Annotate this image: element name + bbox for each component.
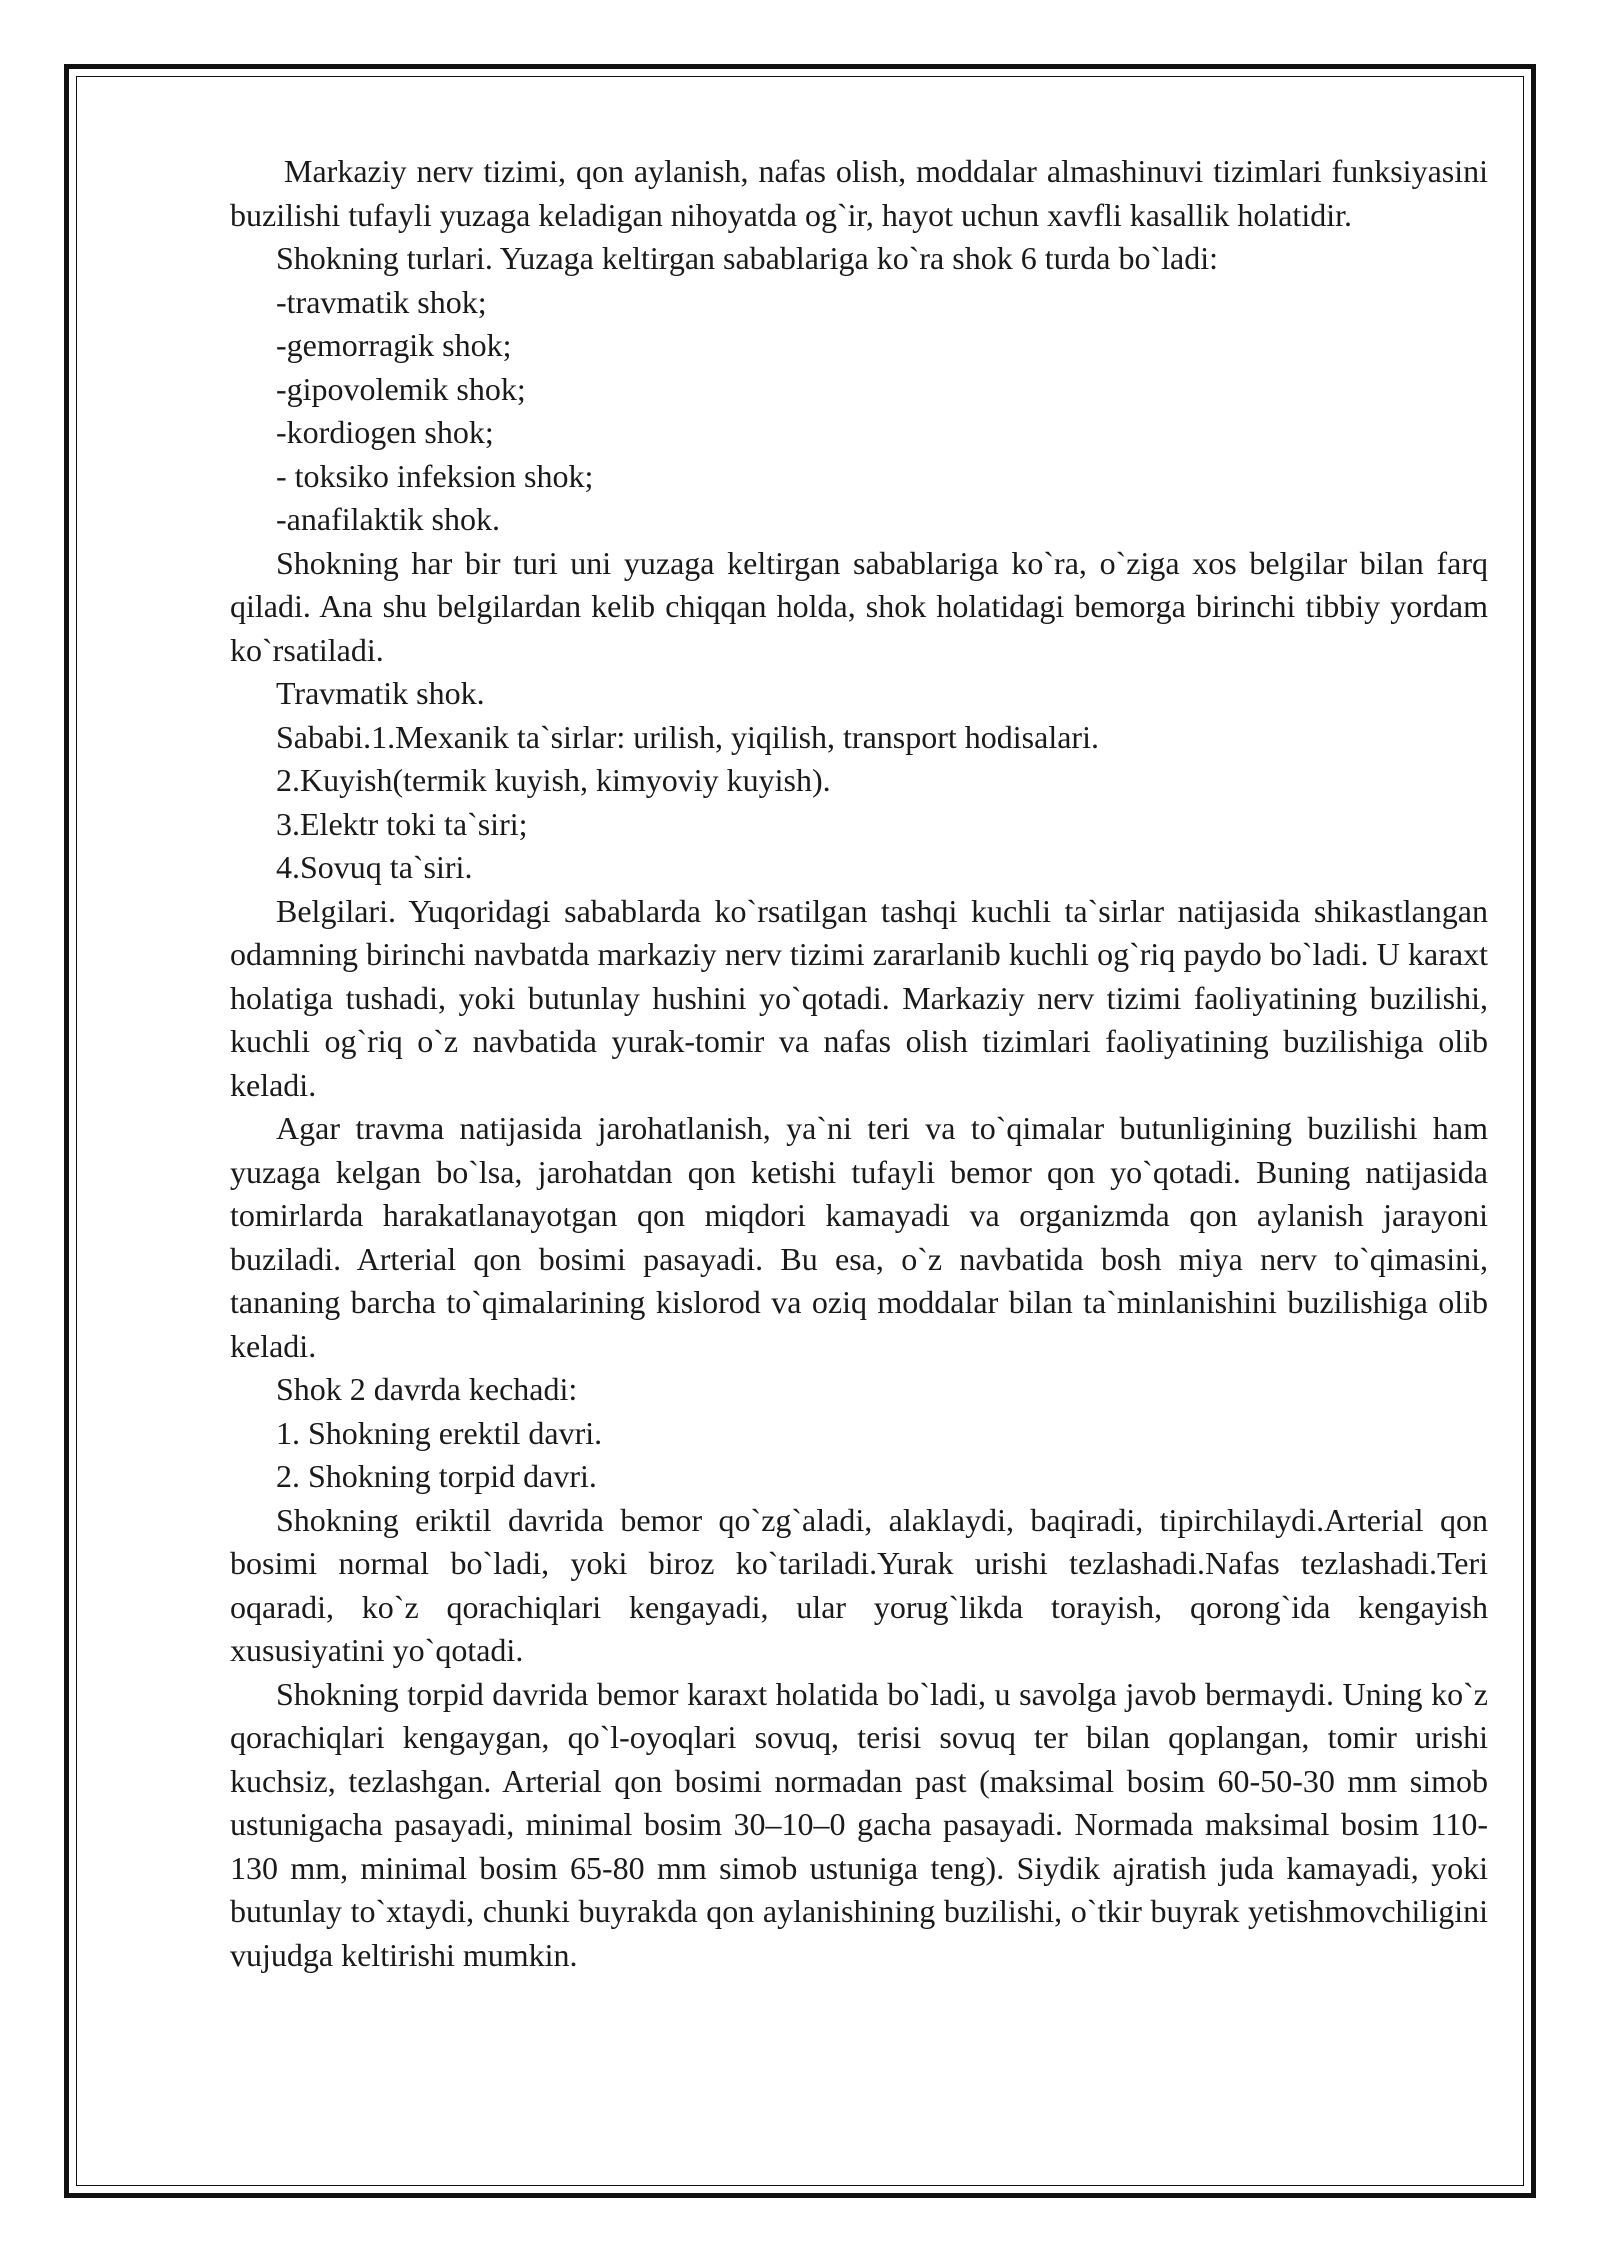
- list-item: -gipovolemik shok;: [276, 370, 526, 407]
- list-item: 2.Kuyish(termik kuyish, kimyoviy kuyish).: [276, 762, 831, 798]
- list-item: -anafilaktik shok.: [276, 501, 500, 537]
- list-item: -travmatik shok;: [276, 283, 487, 320]
- section-heading: Travmatik shok.: [276, 675, 485, 711]
- body-paragraph: Shokning eriktil davrida bemor qo`zg`aladi, alaklaydi, baqiradi, tipirchilaydi.Arterial qon bosimi normal bo`ladi, yoki biroz ko`tariladi.Yurak urishi tezlashadi.Nafas tezlashadi.Teri oqaradi, ko`z qorachiqlari kengayadi, ular yorug`likda torayish, qorong`ida kengayish xususiyatini yo`qotadi.: [230, 1501, 1488, 1668]
- intro-paragraph: Markaziy nerv tizimi, qon aylanish, nafas olish, moddalar almashinuvi tizimlari funksiyasini buzilishi tufayli yuzaga keladigan nihoyatda og`ir, hayot uchun xavfli kasallik holatidir.: [230, 153, 1488, 233]
- list-item: - toksiko infeksion shok;: [276, 457, 594, 494]
- body-paragraph: Shokning har bir turi uni yuzaga keltirgan sabablariga ko`ra, o`ziga xos belgilar bilan farq qiladi. Ana shu belgilardan kelib chiqqan holda, shok holatidagi bemorga birinchi tibbiy yordam ko`rsatiladi.: [230, 544, 1488, 668]
- shock-types-heading: Shokning turlari. Yuzaga keltirgan sabablariga ko`ra shok 6 turda bo`ladi:: [276, 240, 1218, 276]
- list-item: -gemorragik shok;: [276, 327, 512, 363]
- list-item: 3.Elektr toki ta`siri;: [276, 805, 528, 842]
- list-item: 1. Shokning erektil davri.: [276, 1414, 603, 1451]
- list-item: 2. Shokning torpid davri.: [276, 1458, 597, 1494]
- body-paragraph: Shok 2 davrda kechadi:: [276, 1371, 578, 1407]
- list-item: 4.Sovuq ta`siri.: [276, 849, 473, 885]
- list-item: Sababi.1.Mexanik ta`sirlar: urilish, yiqilish, transport hodisalari.: [276, 718, 1099, 755]
- document-body: [230, 150, 1488, 1977]
- body-paragraph: Shokning torpid davrida bemor karaxt holatida bo`ladi, u savolga javob bermaydi. Uning ko`z qorachiqlari kengaygan, qo`l-oyoqlari sovuq, terisi sovuq ter bilan qoplangan, tomir urishi kuchsiz, tezlashgan. Arterial qon bosimi normadan past (maksimal bosim 60-50-30 mm simob ustunigacha pasayadi, minimal bosim 30–10–0 gacha pasayadi. Normada maksimal bosim 110-130 mm, minimal bosim 65-80 mm simob ustuniga teng). Siydik ajratish juda kamayadi, yoki butunlay to`xtaydi, chunki buyrakda qon aylanishining buzilishi, o`tkir buyrak yetishmovchiligini vujudga keltirishi mumkin.: [230, 1675, 1488, 1973]
- list-item: -kordiogen shok;: [276, 414, 494, 450]
- body-paragraph: Agar travma natijasida jarohatlanish, ya`ni teri va to`qimalar butunligining buzilishi ham yuzaga kelgan bo`lsa, jarohatdan qon ketishi tufayli bemor qon yo`qotadi. Buning natijasida tomirlarda harakatlanayotgan qon miqdori kamayadi va organizmda qon aylanish jarayoni buziladi. Arterial qon bosimi pasayadi. Bu esa, o`z navbatida bosh miya nerv to`qimasini, tananing barcha to`qimalarining kislorod va oziq moddalar bilan ta`minlanishini buzilishiga olib keladi.: [230, 1110, 1488, 1364]
- body-paragraph: Belgilari. Yuqoridagi sabablarda ko`rsatilgan tashqi kuchli ta`sirlar natijasida shikastlangan odamning birinchi navbatda markaziy nerv tizimi zararlanib kuchli og`riq paydo bo`ladi. U karaxt holatiga tushadi, yoki butunlay hushini yo`qotadi. Markaziy nerv tizimi faoliyatining buzilishi, kuchli og`riq o`z navbatida yurak-tomir va nafas olish tizimlari faoliyatining buzilishiga olib keladi.: [230, 892, 1488, 1103]
